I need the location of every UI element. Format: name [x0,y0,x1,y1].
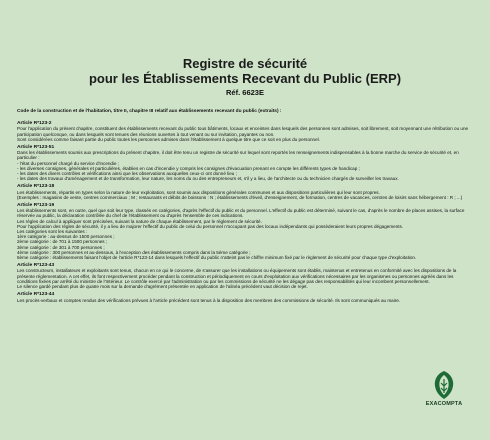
article-paragraph: Les procès-verbaux et comptes rendus des vérifications prévues à l'article précédent sont tenus à la disposition des membres des commissions de sécurité. Ils sont communiqués au maire. [17,297,401,303]
category-item: 2ème catégorie : de 701 à 1500 personnes ; [17,239,108,245]
article-paragraph: - les dates des divers contrôles et vérifications ainsi que les observations auxquelles ceux-ci ont donné lieu ; [17,171,237,177]
exacompta-logo-icon [431,370,457,400]
document-header [0,56,490,97]
article-paragraph: Les établissements, répartis en types selon la nature de leur exploitation, sont soumis aux dispositions générales communes et aux dispositions particulières qui leur sont propres. [17,189,380,195]
article-paragraph: - les diverses consignes, générales et particulières, établies en cas d'incendie y compris les consignes d'évacuation prenant en compte les différents types de handicap ; [17,165,360,171]
document-reference: Réf. 6623E [226,88,264,97]
document-title-line-2: pour les Établissements Recevant du Public (ERP) [88,71,402,86]
article-paragraph: Les catégories sont les suivantes : [17,229,88,235]
article [17,292,475,302]
article-title: Article R*123-51 [17,145,55,151]
article-paragraph: Sont considérées comme faisant partie du public toutes les personnes admises dans l'établissement à quelque titre que ce soit en plus du personnel. [17,136,320,142]
document-title-line-1: Registre de sécurité [182,56,308,71]
article-paragraph: - l'état du personnel chargé du service d'incendie ; [17,160,120,166]
article-title: Article R*123-43 [17,263,55,269]
exacompta-logo [420,370,468,407]
article-paragraph: Les établissements sont, en outre, quel que soit leur type, classés en catégories, d'après l'effectif du public et du personnel. L'effectif du public est déterminé, suivant le cas, d'après le nombre de places assises, la surface réservée au public, la déclaration contrôlée du chef de l'établissement ou d'après l'ensemble de ces indications. [17,208,465,219]
article-paragraph: Pour l'application des règles de sécurité, il y a lieu de majorer l'effectif du public de celui du personnel n'occupant pas des locaux indépendants qui possèderaient leurs propres dégagements. [17,223,404,229]
article-paragraph: (Exemples : magasins de vente, centres commerciaux ; M ; restaurants et débits de boissons : N ; établissements d'éveil, d'enseignement, de formation, centres de vacances, centres de loisirs sans hébergement : R ; ...) [17,194,463,200]
article-paragraph: Les règles de calcul à appliquer sont précisées, suivant la nature de chaque établissement, par le règlement de sécurité. [17,218,262,224]
category-item: 1ère catégorie : au-dessus de 1500 personnes ; [17,234,115,240]
article-paragraph: Pour l'application du présent chapitre, constituent des établissements recevant du public tous bâtiments, locaux et enceintes dans lesquels des personnes sont admises, soit librement, soit moyennant une rétribution ou une participation quelconque, ou dans lesquels sont tenues des réunions ouvertes à tout venant ou sur invitation, payantes ou non. [17,126,469,137]
article [17,145,475,181]
document-body [17,109,475,303]
article [17,184,475,200]
brand-name: EXACOMPTA [425,401,463,407]
intro-text: Code de la construction et de l'habitation, titre II, chapitre III relatif aux établissements recevant du public (extraits) : [17,109,282,114]
article [17,203,475,260]
article-paragraph: Dans les établissements soumis aux prescriptions du présent chapitre, il doit être tenu un registre de sécurité sur lequel sont reportés les renseignements indispensables à la bonne marche du service de sécurité et, en particulier : [17,150,459,161]
category-item: 4ème catégorie : 300 personnes et au-dessous, à l'exception des établissements compris dans la 5ème catégorie ; [17,249,251,255]
article-paragraph: Le silence gardé pendant plus de quatre mois sur la demande d'agrément présentée en application de l'alinéa précédent vaut décision de rejet. [17,284,308,290]
category-item: 5ème catégorie : établissements faisant l'objet de l'article R*123-14 dans lesquels l'effectif du public n'atteint pas le chiffre minimum fixé par le règlement de sécurité pour chaque type d'exploitation. [17,255,417,261]
article [17,121,475,142]
article-title: Article R*123-19 [17,203,55,209]
article-paragraph: - les dates des travaux d'aménagement et de transformation, leur nature, les noms du ou des entrepreneurs et, s'il y a lieu, de l'architecte ou du technicien chargés de surveiller les travaux. [17,176,399,182]
article [17,263,475,289]
article-paragraph: Les constructeurs, installateurs et exploitants sont tenus, chacun en ce qui le concerne, de s'assurer que les installations ou équipements sont établis, maintenus et entretenus en conformité avec les dispositions de la présente réglementation. A cet effet, ils font respectivement procéder pendant la construction et périodiquement en cours d'exploitation aux vérifications nécessaires par les organismes ou personnes agréés dans les conditions fixées par arrêté du ministre de l'Intérieur. Le contrôle exercé par l'administration ou par les commissions de sécurité ne les dégage pas des responsabilités qui leur incombent personnellement. [17,268,457,284]
category-item: 3ème catégorie : de 301 à 700 personnes ; [17,244,105,250]
article-title: Article R*123-18 [17,184,55,190]
article-title: Article R*123-44 [17,292,55,298]
article-title: Article R*123-2 [17,121,52,127]
